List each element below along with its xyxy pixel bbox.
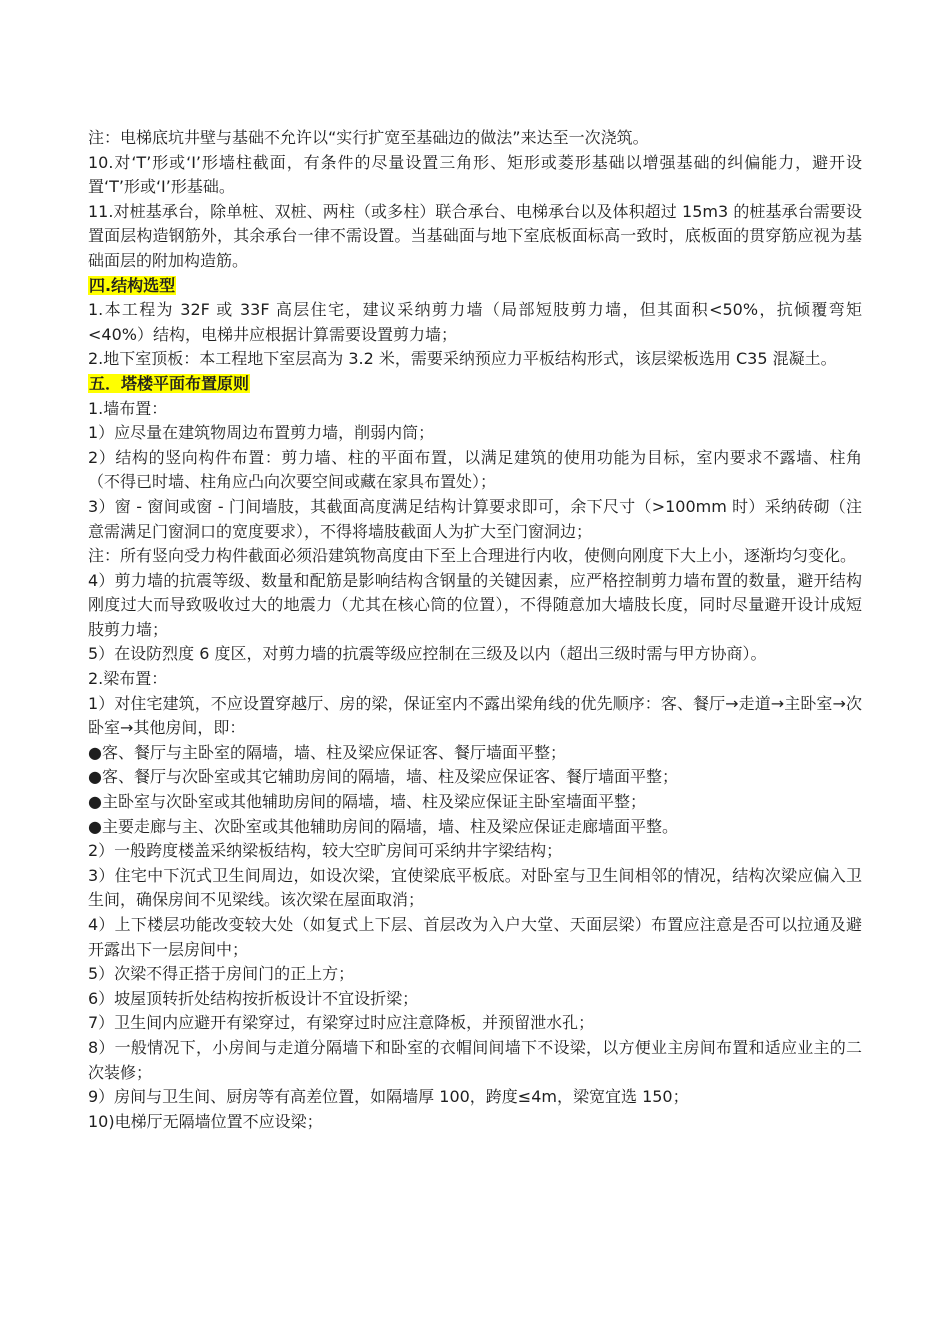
paragraph: 6）坡屋顶转折处结构按折板设计不宜设折梁； [88,988,419,1008]
section-heading-structure [88,274,862,299]
paragraph: 1）对住宅建筑，不应设置穿越厅、房的梁，保证室内不露出梁角线的优先顺序：客、餐厅→走道→主卧室→次卧室→其他房间，即： [88,693,862,738]
paragraph: 10.对‘T’形或‘I’形墙柱截面，有条件的尽量设置三角形、矩形或菱形基础以增强基础的纠偏能力，避开设置‘T’形或‘I’形基础。 [88,152,862,197]
paragraph: 2）结构的竖向构件布置：剪力墙、柱的平面布置，以满足建筑的使用功能为目标，室内要求不露墙、柱角（不得已时墙、柱角应凸向次要空间或藏在家具布置处）； [88,447,862,492]
paragraph: 9）房间与卫生间、厨房等有高差位置，如隔墙厚 100，跨度≤4m，梁宽宜选 150； [88,1087,689,1107]
paragraph: 注：电梯底坑井壁与基础不允许以“实行扩宽至基础边的做法”来达至一次浇筑。 [88,128,649,147]
paragraph: 3）窗 - 窗间或窗 - 门间墙肢，其截面高度满足结构计算要求即可，余下尺寸（>100mm 时）采纳砖砌（注意需满足门窗洞口的宽度要求），不得将墙肢截面人为扩大至门窗洞边； [88,496,862,541]
bullet-item: ●主卧室与次卧室或其他辅助房间的隔墙，墙、柱及梁应保证主卧室墙面平整； [88,792,646,812]
highlighted-heading: 五．塔楼平面布置原则 [89,373,250,393]
paragraph: 4）剪力墙的抗震等级、数量和配筋是影响结构含钢量的关键因素，应严格控制剪力墙布置的数量，避开结构刚度过大而导致吸收过大的地震力（尤其在核心筒的位置），不得随意加大墙肢长度，同时尽量避开设计成短肢剪力墙； [88,570,862,639]
paragraph: 8）一般情况下，小房间与走道分隔墙下和卧室的衣帽间间墙下不设梁，以方便业主房间布置和适应业主的二次装修； [88,1037,862,1082]
paragraph: 5）次梁不得正搭于房间门的正上方； [88,964,355,984]
paragraph: 2.梁布置： [88,669,168,689]
bullet-item: ●客、餐厅与次卧室或其它辅助房间的隔墙，墙、柱及梁应保证客、餐厅墙面平整； [88,767,678,787]
paragraph: 1）应尽量在建筑物周边布置剪力墙，削弱内筒； [88,423,435,443]
paragraph: 2.地下室顶板：本工程地下室层高为 3.2 米，需要采纳预应力平板结构形式，该层梁板选用 C35 混凝土。 [88,349,837,369]
document-body [88,126,862,1134]
paragraph: 2）一般跨度楼盖采纳梁板结构，较大空旷房间可采纳井字梁结构； [88,841,563,861]
paragraph: 4）上下楼层功能改变较大处（如复式上下层、首层改为入户大堂、天面层梁）布置应注意是否可以拉通及避开露出下一层房间中； [88,915,862,959]
paragraph: 7）卫生间内应避开有梁穿过，有梁穿过时应注意降板，并预留泄水孔； [88,1013,595,1033]
paragraph: 5）在设防烈度 6 度区，对剪力墙的抗震等级应控制在三级及以内（超出三级时需与甲方协商）。 [88,644,767,664]
bullet-item: ●主要走廊与主、次卧室或其他辅助房间的隔墙，墙、柱及梁应保证走廊墙面平整。 [88,816,678,836]
highlighted-heading: 四.结构选型 [89,275,176,295]
paragraph: 10)电梯厅无隔墙位置不应设梁； [88,1111,323,1131]
paragraph: 1.本工程为 32F 或 33F 高层住宅，建议采纳剪力墙（局部短肢剪力墙，但其面积<50%，抗倾覆弯矩<40%）结构，电梯井应根据计算需要设置剪力墙； [88,300,862,344]
bullet-item: ●客、餐厅与主卧室的隔墙，墙、柱及梁应保证客、餐厅墙面平整； [88,742,566,762]
paragraph: 3）住宅中下沉式卫生间周边，如设次梁，宜使梁底平板底。对卧室与卫生间相邻的情况，结构次梁应偏入卫生间，确保房间不见梁线。该次梁在屋面取消； [88,865,862,910]
paragraph: 注：所有竖向受力构件截面必须沿建筑物高度由下至上合理进行内收，使侧向刚度下大上小，逐渐均匀变化。 [88,546,857,566]
paragraph: 1.墙布置： [88,398,168,418]
section-heading-layout [88,372,862,397]
paragraph: 11.对桩基承台，除单桩、双桩、两柱（或多柱）联合承台、电梯承台以及体积超过 15m3 的桩基承台需要设置面层构造钢筋外，其余承台一律不需设置。当基础面与地下室底板面标高一致时，底板面的贯穿筋应视为基础面层的附加构造筋。 [88,201,862,270]
